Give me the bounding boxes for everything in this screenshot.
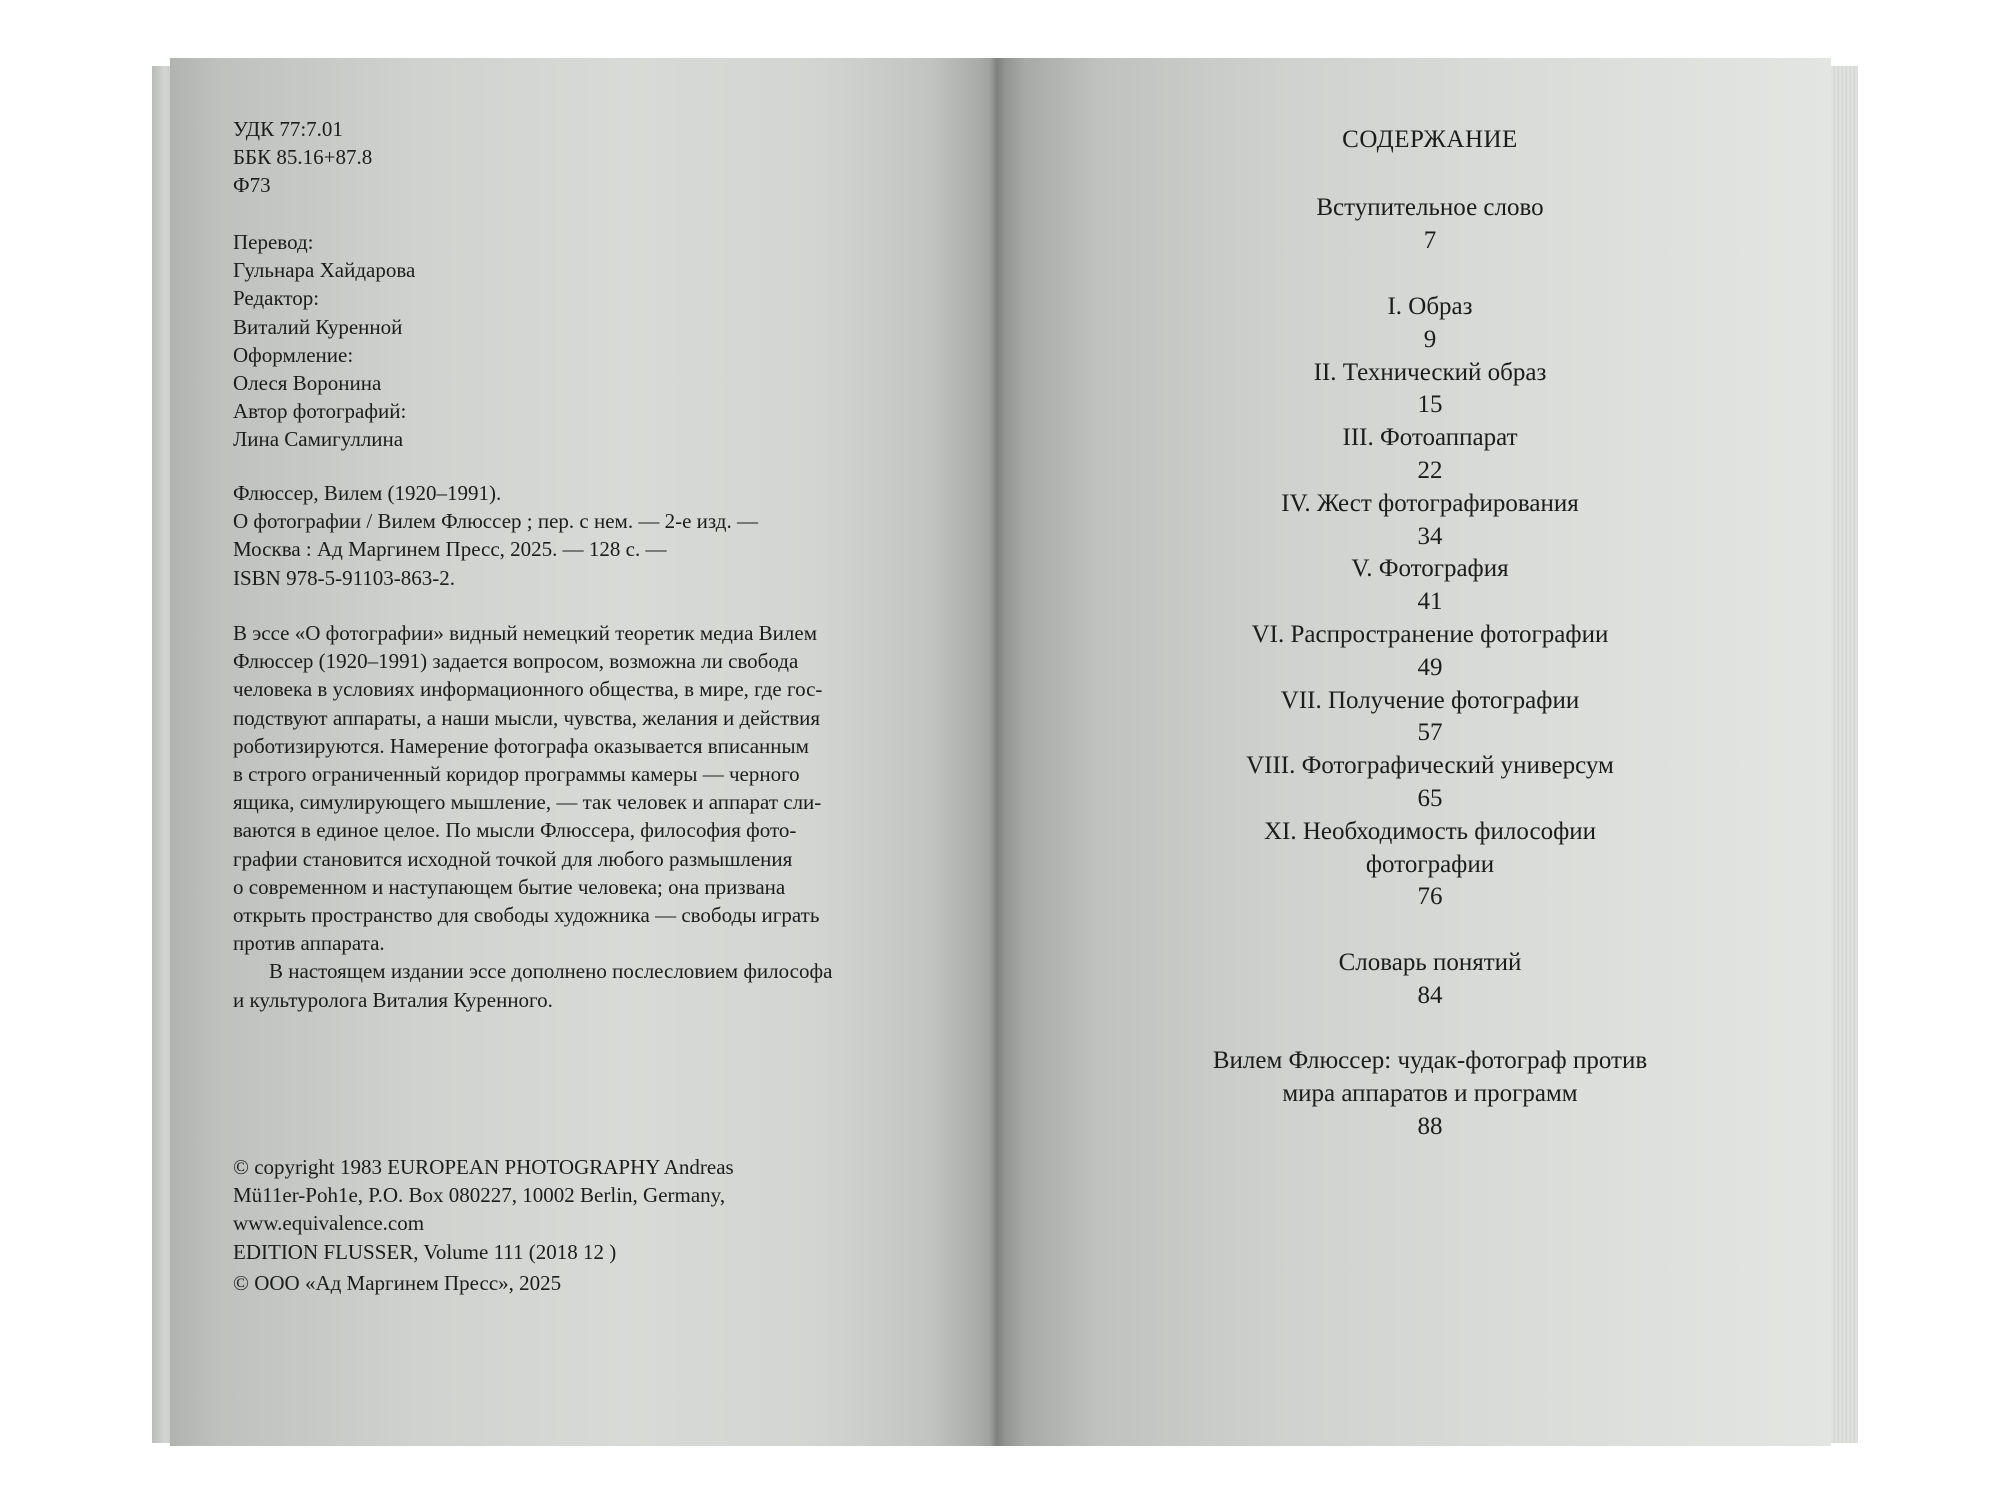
copyright-notice	[233, 1153, 913, 1297]
annotation-line: человека в условиях информационного общества, в мире, где гос-	[233, 677, 823, 702]
annotation-line: открыть пространство для свободы художника — свободы играть	[233, 903, 820, 928]
credit-line: Гульнара Хайдарова	[233, 258, 416, 283]
annotation-line: о современном и наступающем бытие человека; она призвана	[233, 874, 786, 899]
toc-entry-page: 41	[1417, 588, 1443, 616]
credit-line: Виталий Куренной	[233, 314, 403, 339]
toc-entry-title: VIII. Фотографический универсум	[1246, 752, 1614, 780]
bibliographic-record	[233, 479, 913, 592]
toc-entry-title: V. Фотография	[1351, 555, 1509, 583]
toc-entry-title: фотографии	[1365, 850, 1495, 878]
toc-entry-page: 57	[1417, 719, 1443, 747]
toc-entry-title: Вступительное слово	[1316, 194, 1544, 221]
page-stack-right	[1830, 66, 1858, 1443]
annotation-line: подствуют аппараты, а наши мысли, чувства, желания и действия	[233, 705, 821, 730]
toc-entry-page: 7	[1423, 226, 1437, 254]
copyright-line: © copyright 1983 EUROPEAN PHOTOGRAPHY Andreas	[233, 1155, 734, 1179]
credits	[233, 228, 913, 454]
bibliographic-line: Москва : Ад Маргинем Пресс, 2025. — 128 с. —	[233, 537, 667, 562]
toc-entry-title: мира аппаратов и программ	[1282, 1079, 1578, 1107]
toc-entry-page: 76	[1417, 883, 1443, 911]
credit-line: Оформление:	[233, 342, 354, 367]
toc-entry	[1120, 947, 1740, 1013]
bibliographic-line: Флюссер, Вилем (1920–1991).	[233, 481, 502, 505]
credit-line: Лина Самигуллина	[233, 427, 404, 452]
classification-line: УДК 77:7.01	[233, 117, 343, 141]
annotation-line: против аппарата.	[233, 931, 385, 956]
book-gutter	[990, 58, 1004, 1446]
annotation-line: графии становится исходной точкой для любого размышления	[233, 846, 793, 871]
toc-entry-page: 15	[1417, 391, 1443, 419]
annotation-line: В эссе «О фотографии» видный немецкий теоретик медиа Вилем	[233, 621, 818, 645]
credit-line: Перевод:	[233, 230, 314, 254]
annotation-line: ваются в единое целое. По мысли Флюссера, философия фото-	[233, 818, 797, 843]
annotation-line: и культуролога Виталия Куренного.	[233, 987, 553, 1012]
classification-line: Ф73	[233, 173, 271, 198]
toc-entry-page: 88	[1417, 1112, 1443, 1140]
annotation-line: Флюссер (1920–1991) задается вопросом, возможна ли свобода	[233, 649, 799, 674]
bibliographic-line: ISBN 978-5-91103-863-2.	[233, 565, 456, 590]
annotation-line: в строго ограниченный коридор программы камеры — черного	[233, 762, 800, 787]
toc-title: СОДЕРЖАНИЕ	[1342, 126, 1518, 153]
toc-entry-title: II. Технический образ	[1313, 358, 1547, 386]
toc-entry-page: 9	[1423, 325, 1437, 353]
toc-entry-page: 84	[1417, 981, 1443, 1009]
toc-entry	[1120, 192, 1740, 258]
toc-entry-title: Вилем Флюссер: чудак-фотограф против	[1212, 1047, 1648, 1074]
copyright-line: www.equivalence.com	[233, 1211, 425, 1236]
credit-line: Олеся Воронина	[233, 371, 382, 396]
copyright-line: Mü11er-Poh1e, P.O. Box 080227, 10002 Berlin, Germany,	[233, 1183, 726, 1208]
toc-entry	[1120, 1045, 1740, 1143]
copyright-line: © ООО «Ад Маргинем Пресс», 2025	[233, 1270, 562, 1295]
toc-entry-title: VII. Получение фотографии	[1280, 686, 1580, 714]
annotation-line: В настоящем издании эссе дополнено послесловием философа	[269, 959, 833, 984]
credit-line: Редактор:	[233, 286, 320, 311]
copyright-line: EDITION FLUSSER, Volume 111 (2018 12 )	[233, 1239, 617, 1264]
credit-line: Автор фотографий:	[233, 399, 407, 424]
toc-entry-title: XI. Необходимость философии	[1263, 817, 1597, 845]
toc-entry-title: Словарь понятий	[1338, 949, 1522, 976]
toc-entry-title: IV. Жест фотографирования	[1281, 489, 1579, 517]
toc-entry-title: I. Образ	[1387, 293, 1473, 320]
annotation-line: ящика, симулирующего мышление, — так человек и аппарат сли-	[233, 790, 822, 815]
toc-entry-title: VI. Распространение фотографии	[1251, 620, 1609, 648]
annotation	[233, 619, 913, 1014]
classification-line: ББК 85.16+87.8	[233, 145, 373, 170]
toc-entry-page: 65	[1417, 784, 1443, 812]
bibliographic-line: О фотографии / Вилем Флюссер ; пер. с нем. — 2-е изд. —	[233, 509, 758, 534]
toc-chapter-list	[1120, 291, 1740, 914]
toc-entry-page: 34	[1417, 522, 1443, 550]
toc-entry-title: III. Фотоаппарат	[1342, 424, 1518, 452]
toc-entry-page: 49	[1417, 653, 1443, 681]
classification-codes	[233, 115, 913, 200]
toc-entry-page: 22	[1417, 456, 1443, 484]
annotation-line: роботизируются. Намерение фотографа оказывается вписанным	[233, 733, 809, 758]
